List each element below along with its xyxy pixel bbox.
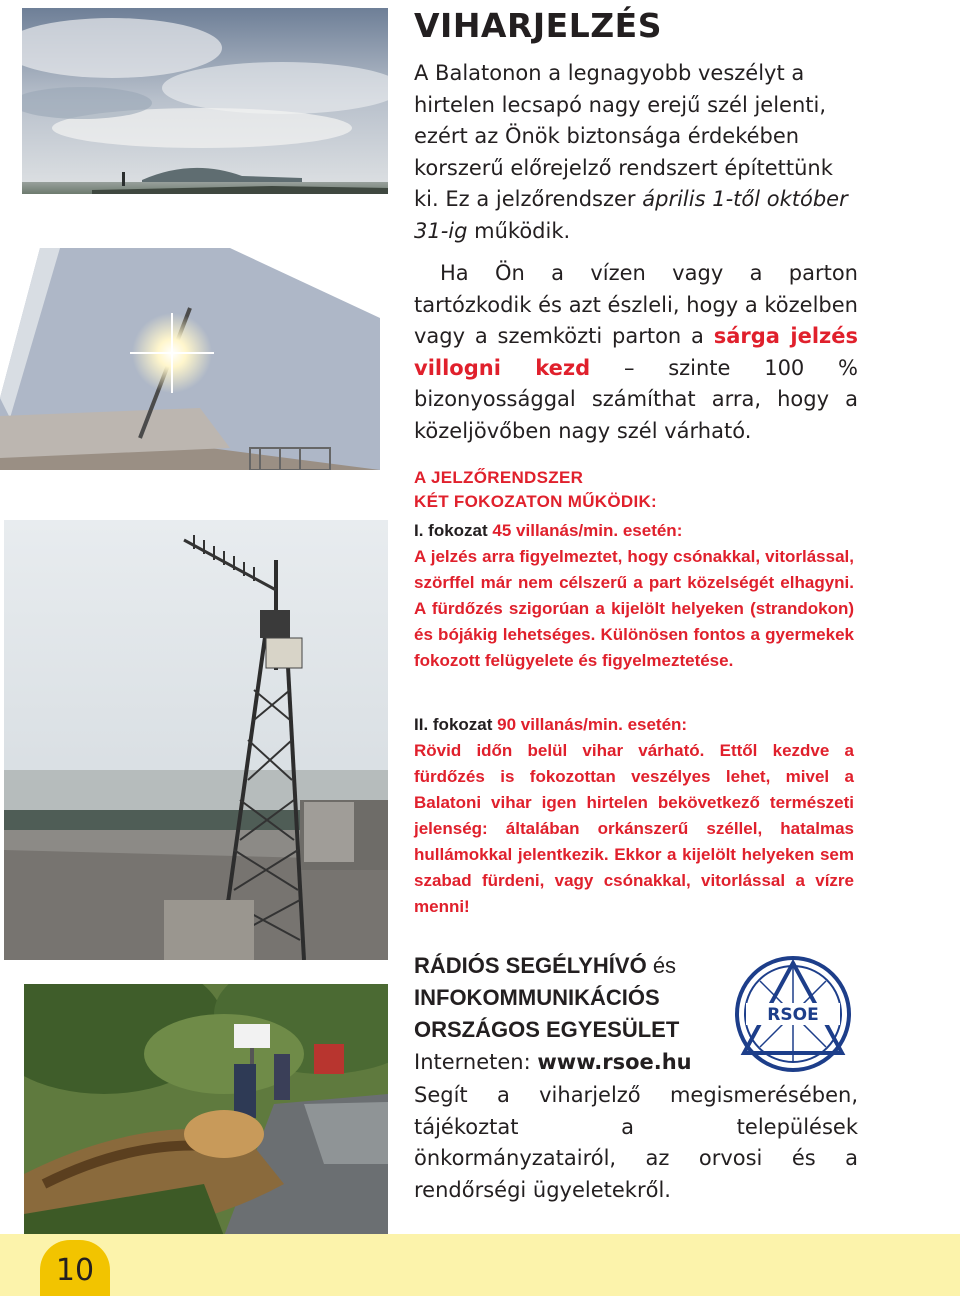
warning-paragraph xyxy=(414,258,858,448)
intro-text: A Balatonon a legnagyobb veszélyt a hirtelen lecsapó nagy erejű szél jelenti, ezért az Önök biztonsága érdekében korszerű előrejelző rendszert építettünk ki. Ez a jelzőrendszer xyxy=(414,61,833,212)
level-2-label: II. fokozat xyxy=(414,715,493,734)
rsoe-web-link[interactable]: www.rsoe.hu xyxy=(537,1050,692,1074)
level-1-label: I. fokozat xyxy=(414,521,488,540)
level-2-rate: 90 villanás/min. xyxy=(497,715,623,734)
intro-dates: április 1-től október 31-ig xyxy=(414,187,848,243)
level-1-rate: 45 villanás/min. xyxy=(492,521,619,540)
levels-heading-line2: KÉT FOKOZATON MŰKÖDIK: xyxy=(414,492,658,511)
rsoe-description: Segít a viharjelző megismerésében, tájékoztat a települések önkormányzatairól, az orvosi és a rendőrségi ügyeletekről. xyxy=(414,1083,858,1202)
rsoe-logo xyxy=(734,955,852,1073)
level-1-condition: esetén: xyxy=(622,521,683,540)
levels-heading-line1: A JELZŐRENDSZER xyxy=(414,468,584,487)
footer-band xyxy=(0,1234,960,1296)
warning-text-start: Ha Ön a vízen vagy a parton tartózkodik és azt észleli, hogy a közelben vagy a szemközti parton a xyxy=(414,261,858,349)
rsoe-name-line3: ORSZÁGOS EGYESÜLET xyxy=(414,1017,680,1042)
page-number: 10 xyxy=(40,1240,110,1296)
rsoe-logo-text: RSOE xyxy=(767,1005,819,1025)
level-2 xyxy=(414,712,854,920)
signal-light-photo xyxy=(0,248,380,470)
rsoe-name xyxy=(414,950,679,1046)
warning-highlight: sárga jelzés villogni kezd xyxy=(414,324,858,380)
warning-text-end: – szinte 100 % bizonyossággal számíthat arra, hogy a közeljövőben nagy szél várható. xyxy=(414,355,858,443)
intro-text-end: működik. xyxy=(467,218,571,243)
intro-paragraph xyxy=(414,58,858,248)
storm-damage-photo xyxy=(24,984,388,1236)
rsoe-web xyxy=(414,1046,692,1078)
lake-photo xyxy=(22,8,388,194)
rsoe-name-line2: INFOKOMMUNIKÁCIÓS xyxy=(414,985,660,1010)
levels-heading xyxy=(414,466,854,514)
rsoe-web-label: Interneten: xyxy=(414,1050,531,1074)
level-2-condition: esetén: xyxy=(627,715,688,734)
rsoe-name-and: és xyxy=(652,953,677,978)
level-2-description: Rövid időn belül vihar várható. Ettől kezdve a fürdőzés is fokozottan veszélyes lehet, mivel a Balatoni vihar igen hirtelen bekövetkező természeti jelenség: általában orkánszerű széllel, hatalmas hullámokkal jelentkezik. Ekkor a kijelölt helyeken sem szabad fürdeni, vagy csónakkal, vitorlással a vízre menni! xyxy=(414,741,854,916)
antenna-tower-photo xyxy=(4,520,388,960)
level-1 xyxy=(414,518,854,674)
page-title: VIHARJELZÉS xyxy=(414,6,662,45)
level-1-description: A jelzés arra figyelmeztet, hogy csónakkal, vitorlással, szörffel már nem célszerű a part közelségét elhagyni. A fürdőzés szigorúan a kijelölt helyeken (strandokon) és bójákig lehetséges. Különösen fontos a gyermekek fokozott felügyelete és figyelmeztetése. xyxy=(414,547,854,670)
rsoe-name-line1: RÁDIÓS SEGÉLYHÍVÓ xyxy=(414,953,647,978)
